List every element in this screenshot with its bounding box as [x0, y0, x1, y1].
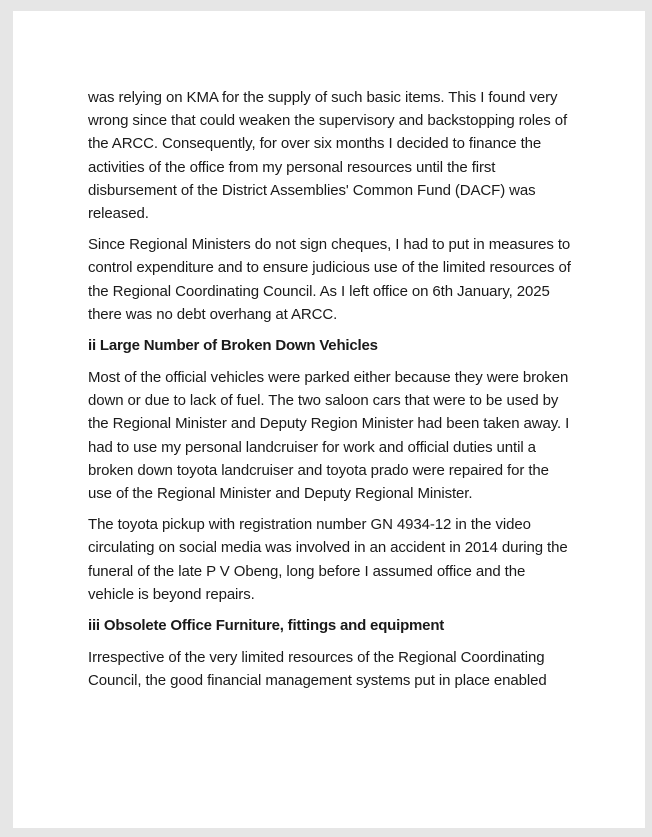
- paragraph-expenditure-control: Since Regional Ministers do not sign cheques, I had to put in measures to control expenditure and to ensure judicious use of the limited resources of the Regional Coordinating Council. As I left office on 6th January, 2025 there was no debt overhang at ARCC.: [88, 236, 571, 323]
- paragraph-limited-resources: Irrespective of the very limited resources of the Regional Coordinating Council, the good financial management systems put in place enabled: [88, 649, 547, 690]
- section-heading-furniture: iii Obsolete Office Furniture, fittings and equipment: [88, 617, 445, 635]
- paragraph-toyota-pickup: The toyota pickup with registration number GN 4934-12 in the video circulating on social media was involved in an accident in 2014 during the funeral of the late P V Obeng, long before I assumed office and the vehicle is beyond repairs.: [88, 516, 568, 603]
- document-page: [13, 11, 645, 828]
- section-heading-vehicles: ii Large Number of Broken Down Vehicles: [88, 337, 378, 355]
- paragraph-kma-supply: was relying on KMA for the supply of such basic items. This I found very wrong since that could weaken the supervisory and backstopping roles of the ARCC. Consequently, for over six months I decided to finance the activities of the office from my personal resources until the first disbursement of the District Assemblies' Common Fund (DACF) was released.: [88, 89, 568, 223]
- paragraph-official-vehicles: Most of the official vehicles were parked either because they were broken down or due to lack of fuel. The two saloon cars that were to be used by the Regional Minister and Deputy Region Minister had been taken away. I had to use my personal landcruiser for work and official duties until a broken down toyota landcruiser and toyota prado were repaired for the use of the Regional Minister and Deputy Regional Minister.: [88, 369, 570, 503]
